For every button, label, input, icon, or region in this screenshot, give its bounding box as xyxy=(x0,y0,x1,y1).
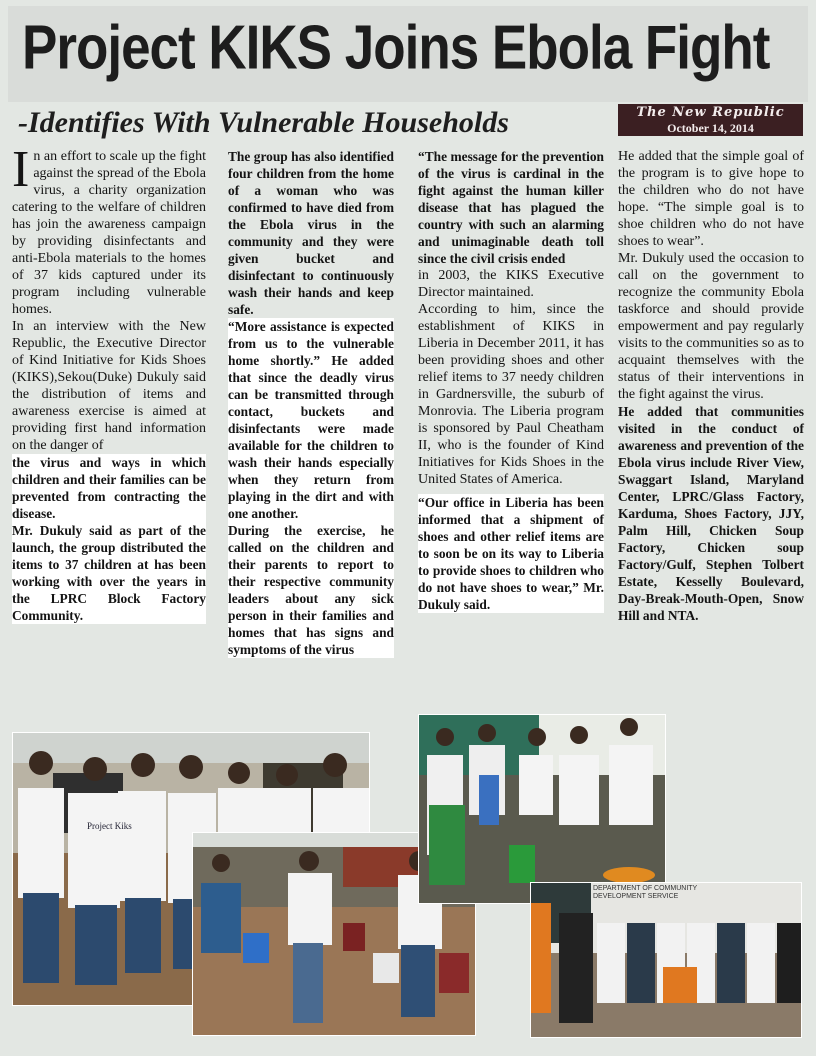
paragraph: Mr. Dukuly used the occasion to call on the government to recognize the community Ebola taskforce and should provide empowerment and pay regularly visits to the communities so as to acquaint themselves with the status of their interventions in the fight against the virus. xyxy=(618,251,804,402)
drop-cap: I xyxy=(12,141,30,198)
paragraph: He added that communities visited in the conduct of awareness and prevention of the Ebola virus include River View, Swaggart Island, Maryland Center, LPRC/Glass Factory, Karduma, Shoes Factory, JJY, Palm Hill, Chicken Soup Factory, Chicken soup Factory/Gulf, Stephen Tolbert Estate, Kesselly Boulevard, Day-Break-Mouth-Open, Snow Hill and NTA. xyxy=(618,404,804,623)
paragraph: in 2003, the KIKS Executive Director maintained. xyxy=(418,268,604,300)
subheadline: -Identifies With Vulnerable Households xyxy=(18,106,509,139)
photo-community-taskforce xyxy=(530,882,802,1038)
text-block-white xyxy=(228,318,394,658)
paragraph: Mr. Dukuly said as part of the launch, the group distributed the items to 37 children at has been working with over the years in the LPRC Block Factory Community. xyxy=(12,523,206,623)
paragraph xyxy=(12,141,206,318)
photo-children-group xyxy=(418,714,666,904)
article-column-4 xyxy=(618,148,804,624)
text-block-white xyxy=(12,454,206,624)
text-block-white xyxy=(418,494,604,613)
paragraph: the virus and ways in which children and their families can be prevented from contracting the disease. xyxy=(12,455,206,521)
paragraph: In an interview with the New Republic, the Executive Director of Kind Initiative for Kids Shoes (KIKS),Sekou(Duke) Dukuly said the distribution of items and awareness exercise is aimed at providing first hand information on the danger of xyxy=(12,319,206,453)
headline-banner xyxy=(8,6,808,102)
paragraph: According to him, since the establishment of KIKS in Liberia in December 2011, it has been providing shoes and other relief items to 37 needy children in Gardnersville, the suburb of Monrovia. The Liberia program is sponsored by Paul Cheatham II, who is the founder of Kind Initiatives for Kids Shoes in the United States of America. xyxy=(418,302,604,487)
publication-name: The New Republic xyxy=(636,105,785,120)
paragraph: The group has also identified four children from the home of a woman who was confirmed to have died from the Ebola virus in the community and they were given bucket and disinfectant to continuously wash their hands and keep safe. xyxy=(228,149,394,317)
publication-masthead xyxy=(618,104,803,136)
paragraph-text: n an effort to scale up the fight against the spread of the Ebola virus, a charity organization catering to the welfare of children has join the awareness campaign by providing disinfectants and anti-Ebola materials to the homes of 37 kids captured under its program including vulnerable homes. xyxy=(12,149,206,317)
paragraph: During the exercise, he called on the children and their parents to report to their respective community leaders about any sick person in their families and homes that has signs and symptoms of the virus xyxy=(228,523,394,657)
headline: Project KIKS Joins Ebola Fight xyxy=(22,13,770,83)
paragraph: “More assistance is expected from us to the vulnerable home shortly.” He added that since the deadly virus can be transmitted through contact, buckets and disinfectants were made available for the children to wash their hands especially when they return from playing in the dirt and with one another. xyxy=(228,319,394,521)
article-column-2 xyxy=(228,148,394,658)
paragraph: “The message for the prevention of the virus is cardinal in the fight against the human killer disease that has plagued the country with such an alarming and unimaginable death toll since the civil crisis ended xyxy=(418,149,604,266)
shirt-print-text: Project Kiks xyxy=(87,821,132,831)
paragraph: “Our office in Liberia has been informed that a shipment of shoes and other relief items are to soon be on its way to Liberia to provide shoes to children who do not have shoes to wear,” Mr. Dukuly said. xyxy=(418,495,604,612)
paragraph: He added that the simple goal of the program is to give hope to the children who do not have hope. “The simple goal is to shoe children who do not have shoes to wear”. xyxy=(618,149,804,249)
publication-date: October 14, 2014 xyxy=(667,121,754,135)
article-column-1 xyxy=(12,141,206,624)
article-column-3 xyxy=(418,148,604,613)
sign-text: DEPARTMENT OF COMMUNITY DEVELOPMENT SERVICE xyxy=(593,885,698,900)
